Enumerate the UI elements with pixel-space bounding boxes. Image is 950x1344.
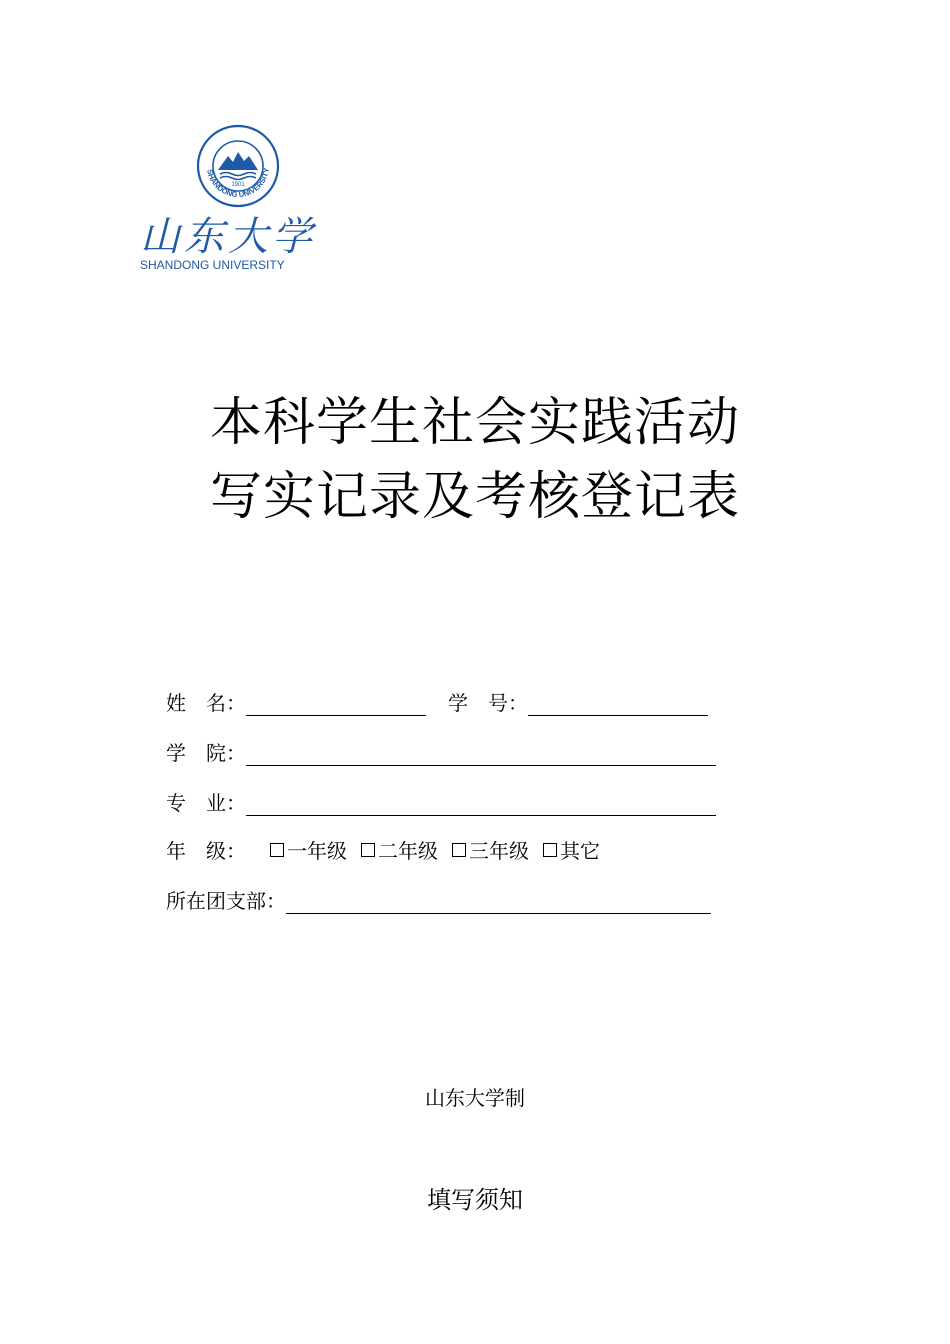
college-field[interactable] bbox=[246, 739, 716, 766]
branch-field[interactable] bbox=[286, 887, 711, 914]
grade-option-label: 一年级 bbox=[287, 839, 347, 863]
branch-label: 所在团支部： bbox=[166, 889, 286, 913]
student-id-field[interactable] bbox=[528, 689, 708, 716]
row-college bbox=[166, 732, 716, 766]
grade-option-label: 其它 bbox=[560, 839, 600, 863]
row-branch bbox=[166, 880, 711, 914]
checkbox-icon[interactable] bbox=[452, 843, 466, 857]
title-line-2: 写实记录及考核登记表 bbox=[209, 467, 740, 527]
grade-option-label: 二年级 bbox=[378, 839, 438, 863]
grade-option-3[interactable] bbox=[452, 835, 529, 864]
grade-option-label: 三年级 bbox=[469, 839, 529, 863]
checkbox-icon[interactable] bbox=[270, 843, 284, 857]
issuer-line: 山东大学制 bbox=[425, 1086, 525, 1110]
major-field[interactable] bbox=[246, 789, 716, 816]
row-name-id bbox=[166, 682, 708, 716]
calligraphy-logo-mark bbox=[140, 208, 335, 258]
seal-ring-text: SHANDONG UNIVERSITY bbox=[205, 167, 271, 200]
name-field[interactable] bbox=[246, 689, 426, 716]
student-id-label: 学 号： bbox=[448, 691, 528, 715]
grade-option-2[interactable] bbox=[361, 835, 438, 864]
notice-heading: 填写须知 bbox=[427, 1186, 523, 1214]
seal-year: 1901 bbox=[231, 182, 245, 188]
grade-option-1[interactable] bbox=[270, 835, 347, 864]
english-name-text: SHANDONG UNIVERSITY bbox=[140, 258, 285, 272]
row-major bbox=[166, 782, 716, 816]
name-label: 姓 名： bbox=[166, 691, 246, 715]
checkbox-icon[interactable] bbox=[361, 843, 375, 857]
document-title bbox=[0, 386, 950, 534]
university-logo bbox=[140, 124, 335, 276]
logo-english-name bbox=[140, 258, 335, 272]
calligraphy-name: 山东大学 bbox=[140, 214, 316, 258]
university-seal-icon bbox=[196, 124, 280, 208]
college-label: 学 院： bbox=[166, 741, 246, 765]
checkbox-icon[interactable] bbox=[543, 843, 557, 857]
grade-label: 年 级： bbox=[166, 839, 246, 863]
row-grade bbox=[166, 830, 614, 864]
grade-option-4[interactable] bbox=[543, 835, 600, 864]
title-line-1: 本科学生社会实践活动 bbox=[209, 393, 740, 453]
major-label: 专 业： bbox=[166, 791, 246, 815]
